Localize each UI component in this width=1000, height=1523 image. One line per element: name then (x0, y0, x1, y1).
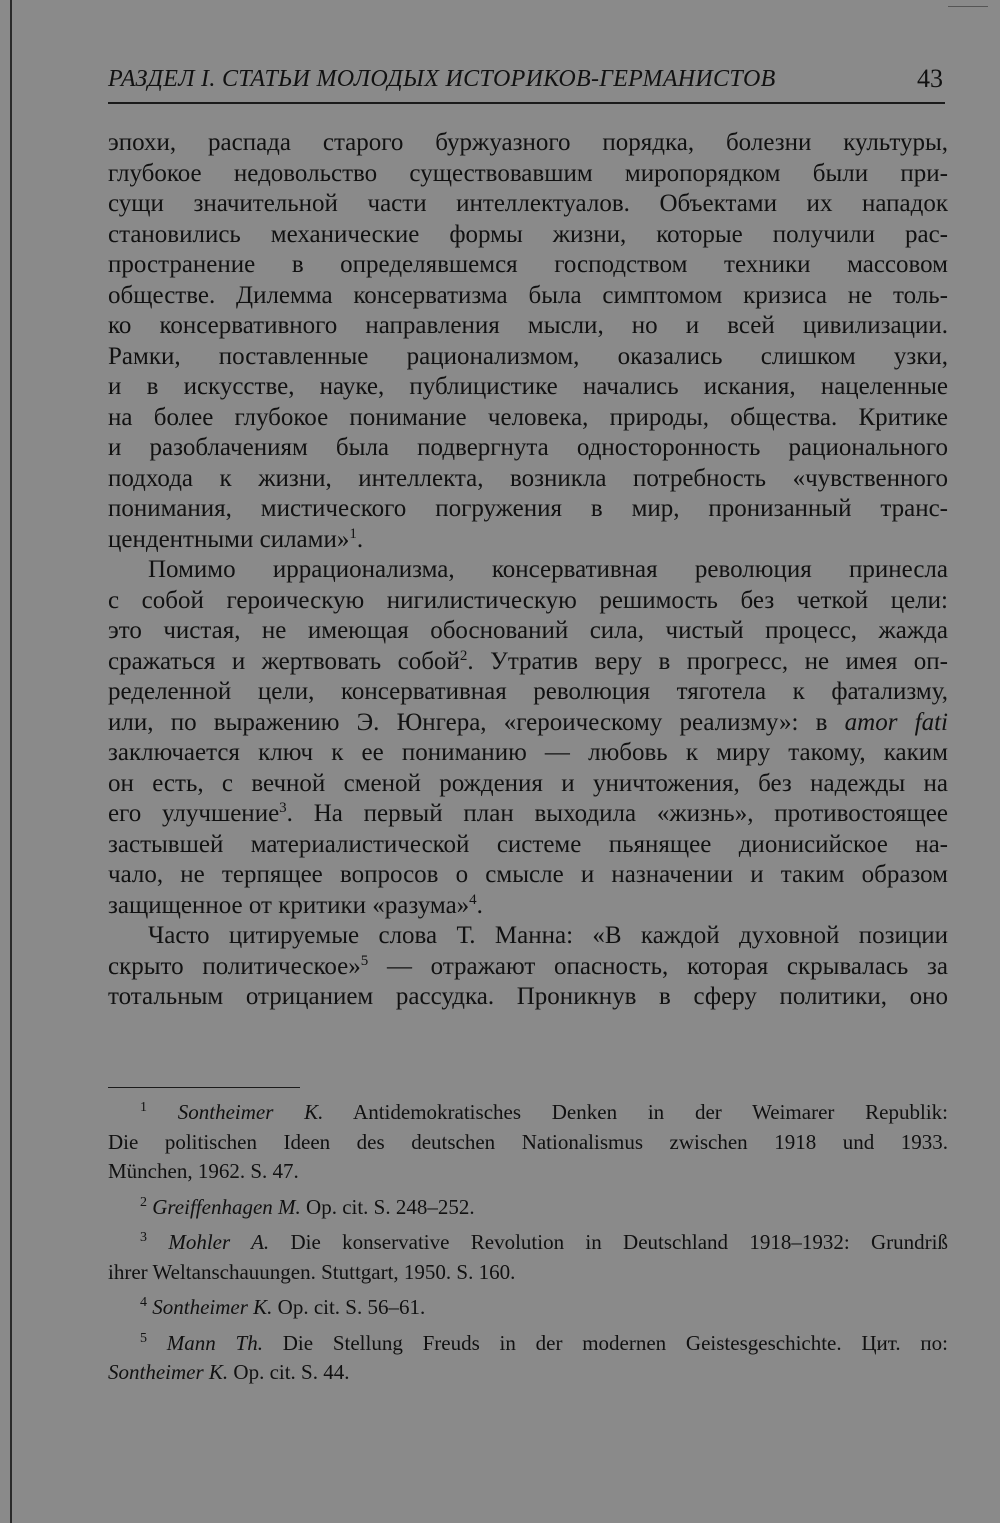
text-line: и в искусстве, науке, публицистике начались искания, нацеленные (108, 373, 948, 400)
text-line: обществе. Дилемма консерватизма была симптомом кризиса не толь- (108, 281, 948, 309)
footnote-number: 2 (140, 1194, 147, 1210)
text-line: Рамки, поставленные рационализмом, оказались слишком узки, (108, 342, 948, 370)
footnote-ref-5[interactable]: 5 (360, 952, 369, 969)
footnote-text: Op. cit. S. 56–61. (272, 1295, 426, 1319)
footnote-1 (108, 1098, 948, 1128)
footnote-author: Mohler A. (168, 1230, 270, 1254)
text-line: Помимо иррационализма, консервативная революция принесла (148, 556, 948, 583)
footnote-author: Sontheimer K. (108, 1360, 229, 1384)
footnote-5-cont (108, 1358, 948, 1388)
footnote-ref-3[interactable]: 3 (279, 800, 287, 816)
page-binding-edge (10, 0, 12, 1523)
footnotes (108, 1098, 948, 1388)
footnote-5 (108, 1329, 948, 1359)
text-line: заключается ключ к ее пониманию — любовь к миру такому, каким (108, 739, 948, 766)
text-fragment: . (356, 525, 364, 553)
text-fragment: скрыто политическое» (108, 952, 361, 980)
text-line: глубокое недовольство существовавшим миропорядком были при- (108, 159, 948, 187)
footnote-ref-2[interactable]: 2 (459, 647, 468, 664)
text-fragment: . Утратив веру в прогресс, не имея оп- (467, 647, 949, 675)
text-line: чало, не терпящее вопросов о смысле и назначении и таким образом (108, 861, 948, 888)
footnote-author: Greiffenhagen M. (152, 1194, 301, 1219)
text-line (108, 647, 948, 678)
text-line: становились механические формы жизни, которые получили рас- (108, 220, 948, 248)
footnote-1-cont: Die politischen Ideen des deutschen Nationalismus zwischen 1918 und 1933. (108, 1129, 948, 1154)
footnote-1-cont: München, 1962. S. 47. (108, 1159, 299, 1183)
text-line: застывшей материалистической системе пьянящее дионисийское на- (108, 830, 948, 858)
footnote-number: 3 (140, 1230, 147, 1245)
latin-phrase: amor fati (844, 708, 948, 736)
text-fragment: сражаться и жертвовать собой (108, 647, 460, 675)
text-fragment: — отражают опасность, которая скрывалась за (368, 952, 948, 980)
footnote-number: 4 (140, 1295, 147, 1310)
running-header (108, 64, 945, 104)
text-line: с собой героическую нигилистическую решимость без четкой цели: (108, 586, 948, 614)
text-line: пространение в определявшемся господством техники массовом (108, 251, 948, 278)
main-text (108, 128, 948, 1013)
footnote-3 (108, 1228, 948, 1258)
footnote-2 (108, 1193, 948, 1223)
footnote-divider (108, 1087, 300, 1088)
text-line: на более глубокое понимание человека, природы, общества. Критике (108, 403, 948, 431)
running-title: РАЗДЕЛ I. СТАТЬИ МОЛОДЫХ ИСТОРИКОВ-ГЕРМАНИСТОВ (108, 66, 776, 92)
text-line: ределенной цели, консервативная революция тяготела к фатализму, (108, 678, 948, 705)
footnote-text: Antidemokratisches Denken in der Weimarer Republik: (323, 1100, 948, 1124)
text-line: Часто цитируемые слова Т. Манна: «В каждой духовной позиции (148, 922, 948, 949)
text-line: сущи значительной части интеллектуалов. Объектами их нападок (108, 190, 948, 217)
footnote-number: 5 (140, 1330, 147, 1346)
footnote-author: Sontheimer K. (152, 1295, 273, 1319)
footnote-text: Die konservative Revolution in Deutschland 1918–1932: Grundriß (269, 1230, 948, 1254)
text-line (108, 525, 948, 556)
text-line: он есть, с вечной сменой рождения и уничтожения, без надежды на (108, 769, 948, 797)
text-line: эпохи, распада старого буржуазного порядка, болезни культуры, (108, 129, 948, 156)
footnote-author: Sontheimer K. (177, 1100, 324, 1124)
footnote-3-cont: ihrer Weltanschauungen. Stuttgart, 1950. S. 160. (108, 1259, 516, 1284)
text-fragment: или, по выражению Э. Юнгера, «героическому реализму»: в (108, 708, 845, 736)
text-fragment: его улучшение (108, 800, 280, 827)
footnote-ref-4[interactable]: 4 (469, 891, 477, 908)
footnote-text: Op. cit. S. 44. (228, 1360, 350, 1384)
text-line: ко консервативного направления мысли, но и всей цивилизации. (108, 312, 948, 339)
text-line: тотальным отрицанием рассудка. Проникнув в сферу политики, оно (108, 983, 948, 1010)
text-line: понимания, мистического погружения в мир, пронизанный транс- (108, 495, 948, 522)
footnote-ref-1[interactable]: 1 (349, 525, 357, 542)
text-fragment: защищенное от критики «разума» (108, 891, 470, 919)
text-fragment: цендентными силами» (108, 525, 350, 553)
footnote-4 (108, 1293, 948, 1323)
text-line: подхода к жизни, интеллекта, возникла потребность «чувственного (108, 464, 948, 492)
footnote-number: 1 (140, 1100, 147, 1115)
page-number: 43 (917, 64, 943, 93)
footnote-text: Op. cit. S. 248–252. (300, 1194, 475, 1219)
text-line: это чистая, не имеющая обоснований сила, чистый процесс, жажда (108, 617, 948, 644)
text-line (108, 952, 948, 983)
footnote-author: Mann Th. (166, 1330, 263, 1355)
text-fragment: . (476, 891, 483, 919)
footnote-text: Die Stellung Freuds in der modernen Geistesgeschichte. Цит. по: (262, 1330, 948, 1355)
text-line (108, 799, 948, 830)
text-line (108, 708, 948, 739)
text-line (108, 891, 948, 922)
corner-mark (948, 0, 988, 7)
text-line: и разоблачениям была подвергнута односторонность рационального (108, 434, 948, 461)
text-fragment: . На первый план выходила «жизнь», противостоящее (286, 800, 948, 827)
